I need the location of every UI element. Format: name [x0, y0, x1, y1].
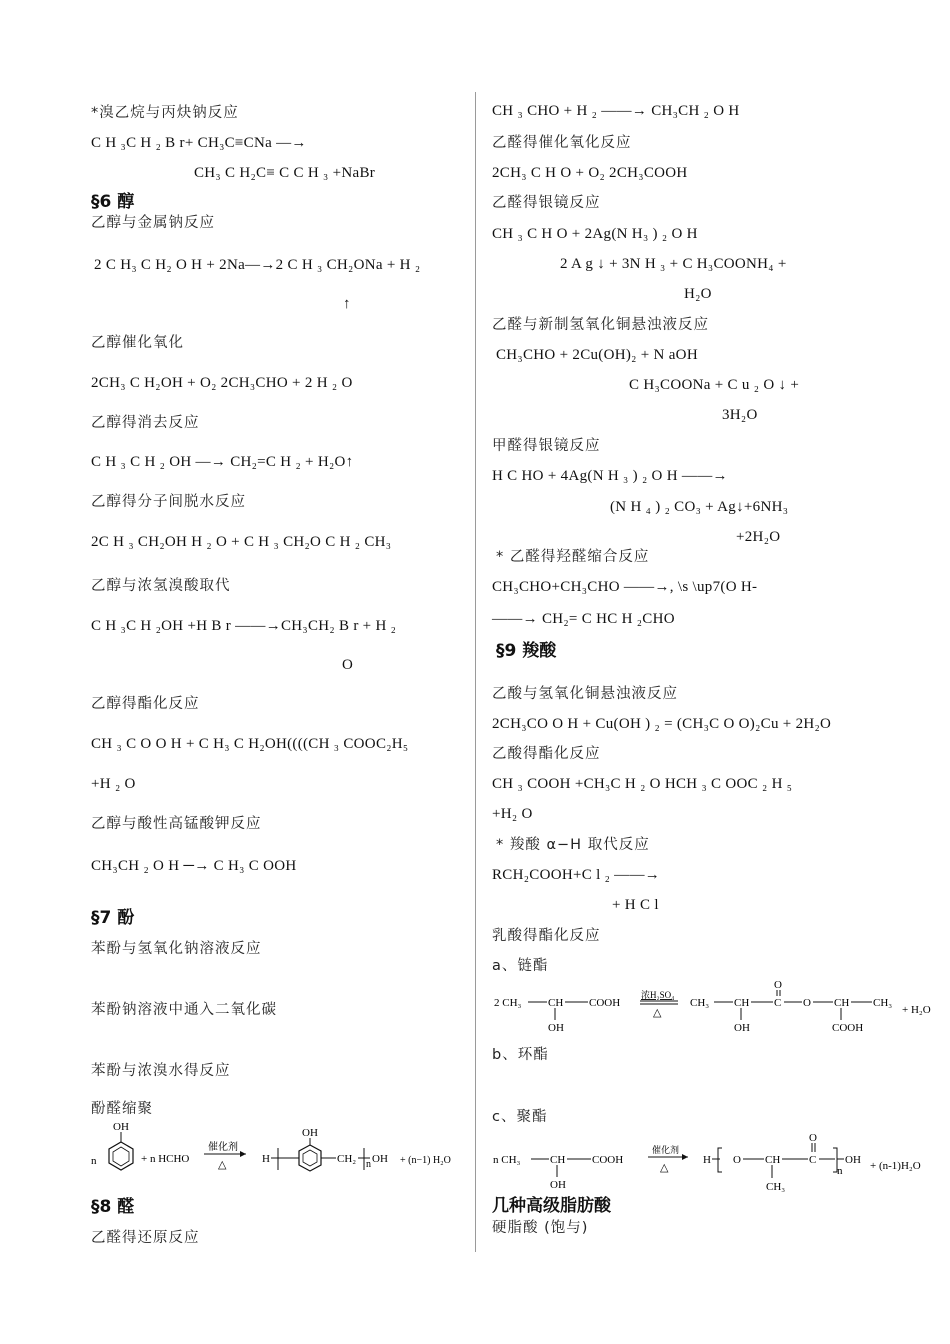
- ch3-end-label: CH₃: [873, 997, 893, 1009]
- equation: CH₃CHO + 2Cu(OH)₂ + N aOH: [496, 347, 698, 363]
- equation: RCH₂COOH+C l ₂ ——→: [492, 867, 661, 883]
- equation: CH ₃ C H O + 2Ag(N H₃ ) ₂ O H: [492, 226, 698, 242]
- text-line: 乙醇与酸性高锰酸钾反应: [91, 816, 262, 832]
- reactant-label: 2 CH₃: [494, 997, 522, 1009]
- text-line: * 乙醛得羟醛缩合反应: [496, 549, 650, 565]
- equation: 2CH₃ C H O + O₂ 2CH₃COOH: [492, 165, 688, 181]
- text-line: 乙醇得消去反应: [91, 415, 200, 431]
- cooh-label-b: COOH: [832, 1022, 864, 1034]
- text-line: c、聚酯: [492, 1109, 548, 1125]
- oh-end-label: OH: [372, 1153, 388, 1165]
- text-line: 乙醇得酯化反应: [91, 696, 200, 712]
- oh-label: OH: [113, 1121, 129, 1133]
- conc-sulfuric-label: 浓H₂SO₄: [641, 990, 675, 1000]
- equation: +2H₂O: [736, 529, 781, 545]
- section-heading: §6 醇: [91, 192, 135, 212]
- text-line: a、链酯: [492, 958, 549, 974]
- h-label: H: [262, 1153, 270, 1165]
- cooh-label: COOH: [592, 1154, 624, 1166]
- equation: C H₃COONa + C u ₂ O ↓ +: [629, 377, 800, 393]
- equation: (N H ₄ ) ₂ CO₃ + Ag↓+6NH₃: [610, 499, 789, 515]
- h-label: H: [703, 1154, 711, 1166]
- delta-symbol: △: [653, 1007, 662, 1019]
- text-line: 乙醇催化氧化: [91, 335, 184, 351]
- equation: 2C H ₃ CH₂OH H ₂ O + C H ₃ CH₂O C H ₂ CH₃: [91, 534, 392, 550]
- text-line: 乙酸得酯化反应: [492, 746, 601, 762]
- text-line: 乙醇与浓氢溴酸取代: [91, 578, 231, 594]
- water-label: + H₂O: [902, 1004, 931, 1016]
- n-subscript: n: [366, 1159, 371, 1170]
- n-subscript: n: [837, 1165, 843, 1177]
- equation: 2CH₃CO O H + Cu(OH ) ₂ = (CH₃C O O)₂Cu + 2H₂O: [492, 716, 832, 732]
- text-line: 苯酚与氢氧化钠溶液反应: [91, 941, 262, 957]
- oh-label-product: OH: [302, 1127, 318, 1139]
- o-label: O: [733, 1154, 741, 1166]
- equation: 3H₂O: [722, 407, 758, 423]
- catalyst-label: 催化剂: [208, 1142, 238, 1153]
- ch3-label: CH₃: [766, 1181, 786, 1193]
- ch-label: CH: [548, 997, 564, 1009]
- section-heading: §8 醛: [91, 1197, 135, 1217]
- ch-label-b: CH: [765, 1154, 781, 1166]
- ch-label-b: CH: [734, 997, 750, 1009]
- text-line: 苯酚钠溶液中通入二氧化碳: [91, 1002, 277, 1018]
- lactic-chain-ester-diagram: [490, 975, 945, 1037]
- equation: CH₃ C H₂C≡ C C H ₃ +NaBr: [194, 165, 376, 181]
- delta-symbol: △: [218, 1159, 227, 1171]
- ester-o-label: O: [803, 997, 811, 1009]
- carbonyl-o-label: O: [809, 1132, 817, 1144]
- text-line: *溴乙烷与丙炔钠反应: [91, 105, 239, 121]
- text-line: 乙醇与金属钠反应: [91, 215, 215, 231]
- oh-end-label: OH: [845, 1154, 861, 1166]
- section-heading: 几种高级脂肪酸: [492, 1196, 611, 1216]
- oh-label: OH: [548, 1022, 564, 1034]
- text-line: 乙酸与氢氧化铜悬浊液反应: [492, 686, 678, 702]
- equation: C H ₃C H ₂ B r+ CH₃C≡CNa —→: [91, 135, 307, 151]
- section-heading: §9 羧酸: [496, 641, 557, 661]
- equation: +H₂ O: [492, 806, 533, 822]
- text-line: * 羧酸 α−H 取代反应: [496, 837, 650, 853]
- n-label: n: [91, 1155, 97, 1167]
- equation: H C HO + 4Ag(N H ₃ ) ₂ O H ——→: [492, 468, 728, 484]
- delta-symbol: △: [660, 1162, 669, 1174]
- lactic-polyester-diagram: [490, 1128, 945, 1198]
- carbonyl-c-label: C: [809, 1154, 817, 1166]
- text-line: 乙醛得催化氧化反应: [492, 135, 632, 151]
- oh-label-b: OH: [734, 1022, 750, 1034]
- text-line: 乙醛与新制氢氧化铜悬浊液反应: [492, 317, 709, 333]
- phenol-resin-reaction-diagram: [88, 1118, 468, 1193]
- equation: ——→ CH₂= C HC H ₂CHO: [492, 611, 675, 627]
- equation: ↑: [343, 296, 351, 312]
- equation: CH ₃ C O O H + C H₃ C H₂OH((((CH ₃ COOC₂H₅: [91, 736, 409, 752]
- equation: CH₃CH ₂ O H ─→ C H₃ C OOH: [91, 858, 297, 874]
- text-line: 乙醇得分子间脱水反应: [91, 494, 246, 510]
- equation: C H ₃C H ₂OH +H B r ——→CH₃CH₂ B r + H ₂: [91, 618, 397, 634]
- text-line: b、环酯: [492, 1047, 549, 1063]
- equation: C H ₃ C H ₂ OH —→ CH₂=C H ₂ + H₂O↑: [91, 454, 354, 470]
- text-line: 乳酸得酯化反应: [492, 928, 601, 944]
- reactant-label: n CH₃: [493, 1154, 521, 1166]
- water-label: + (n−1) H₂O: [400, 1155, 451, 1166]
- equation: O: [342, 657, 354, 673]
- section-heading: §7 酚: [91, 908, 135, 928]
- ch-label-c: CH: [834, 997, 850, 1009]
- column-divider: [475, 92, 476, 1252]
- text-line: 硬脂酸 (饱与): [492, 1220, 589, 1236]
- ch3-label: CH₃: [690, 997, 710, 1009]
- equation: +H ₂ O: [91, 776, 136, 792]
- equation: 2CH₃ C H₂OH + O₂ 2CH₃CHO + 2 H ₂ O: [91, 375, 353, 391]
- text-line: 苯酚与浓溴水得反应: [91, 1063, 231, 1079]
- hcho-label: + n HCHO: [141, 1153, 190, 1165]
- carbonyl-o-label: O: [774, 979, 782, 991]
- equation: CH₃CHO+CH₃CHO ——→, \s \up7(O H-: [492, 579, 758, 595]
- text-line: 甲醛得银镜反应: [492, 438, 601, 454]
- carbonyl-c-label: C: [774, 997, 782, 1009]
- equation: + H C l: [612, 897, 659, 913]
- oh-label: OH: [550, 1179, 566, 1191]
- text-line: 乙醛得银镜反应: [492, 195, 601, 211]
- cooh-label: COOH: [589, 997, 621, 1009]
- ch2-label: CH₂: [337, 1153, 357, 1165]
- equation: 2 A g ↓ + 3N H ₃ + C H₃COONH₄ +: [560, 256, 787, 272]
- water-label: + (n-1)H₂O: [870, 1160, 921, 1172]
- catalyst-label: 催化剂: [652, 1145, 680, 1155]
- equation: CH ₃ COOH +CH₃C H ₂ O HCH ₃ C OOC ₂ H ₅: [492, 776, 793, 792]
- equation: CH ₃ CHO + H ₂ ——→ CH₃CH ₂ O H: [492, 103, 740, 119]
- text-line: 乙醛得还原反应: [91, 1230, 200, 1246]
- equation: H₂O: [684, 286, 712, 302]
- equation: 2 C H₃ C H₂ O H + 2Na—→2 C H ₃ CH₂ONa + H ₂: [94, 257, 421, 273]
- text-line: 酚醛缩聚: [91, 1101, 153, 1117]
- ch-label: CH: [550, 1154, 566, 1166]
